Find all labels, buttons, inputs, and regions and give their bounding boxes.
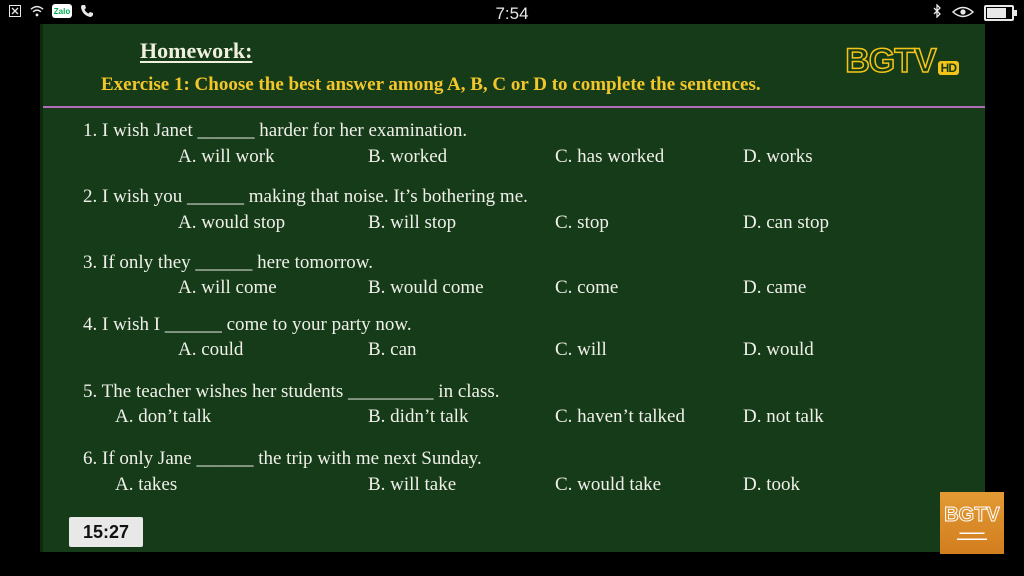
option-d: D. can stop (743, 212, 830, 233)
battery-icon (984, 5, 1014, 21)
question-text-before: 4. I wish I (83, 314, 165, 335)
status-bar-right (932, 4, 1014, 21)
question-text-after: come to your party now. (221, 314, 412, 335)
question-text-after: here tomorrow. (252, 252, 374, 273)
question-text-after: the trip with me next Sunday. (253, 448, 482, 469)
homework-board (40, 24, 985, 552)
question-text-before: 3. If only they (83, 252, 196, 273)
bgtv-logo (845, 42, 959, 81)
option-a: A. takes (115, 474, 178, 495)
answer-blank: _________ (348, 381, 434, 402)
answer-blank: ______ (186, 186, 244, 207)
option-a: A. could (178, 339, 244, 360)
bgtv-corner-logo (940, 492, 1004, 554)
option-d: D. would (743, 339, 814, 360)
corner-logo-tagline: ▬▬▬▬▬ ▬▬▬▬▬▬ (957, 530, 987, 542)
option-c: C. haven’t talked (555, 406, 685, 427)
option-c: C. come (555, 277, 619, 298)
question-6 (83, 448, 482, 470)
question-text-before: 6. If only Jane (83, 448, 197, 469)
option-b: B. can (368, 339, 417, 360)
option-b: B. will stop (368, 212, 457, 233)
question-text-before: 2. I wish you (83, 186, 187, 207)
option-c: C. stop (555, 212, 609, 233)
option-b: B. worked (368, 146, 448, 167)
option-c: C. has worked (555, 146, 665, 167)
option-b: B. will take (368, 474, 457, 495)
answer-blank: ______ (195, 252, 253, 273)
hd-badge: HD (938, 61, 959, 75)
question-5 (83, 381, 500, 403)
option-d: D. works (743, 146, 813, 167)
option-c: C. would take (555, 474, 662, 495)
option-d: D. not talk (743, 406, 824, 427)
option-c: C. will (555, 339, 607, 360)
zalo-icon: Zalo (52, 4, 72, 18)
question-text-before: 5. The teacher wishes her students (83, 381, 349, 402)
question-2 (83, 186, 528, 208)
question-1 (83, 120, 467, 142)
question-3 (83, 252, 373, 274)
question-text-before: 1. I wish Janet (83, 120, 198, 141)
exercise-instruction: Exercise 1: Choose the best answer among A, B, C or D to complete the sentences. (101, 74, 761, 95)
option-a: A. don’t talk (115, 406, 212, 427)
option-d: D. took (743, 474, 800, 495)
option-b: B. didn’t talk (368, 406, 469, 427)
video-timer: 15:27 (69, 517, 143, 547)
eye-icon (952, 5, 974, 21)
divider (43, 106, 985, 108)
answer-blank: ______ (164, 314, 222, 335)
option-a: A. will come (178, 277, 277, 298)
option-a: A. would stop (178, 212, 286, 233)
question-text-after: harder for her examination. (254, 120, 468, 141)
answer-blank: ______ (196, 448, 254, 469)
bluetooth-icon (932, 4, 942, 21)
bgtv-logo-text: BGTV (845, 42, 936, 80)
option-a: A. will work (178, 146, 275, 167)
answer-blank: ______ (197, 120, 255, 141)
question-4 (83, 314, 412, 336)
option-b: B. would come (368, 277, 484, 298)
option-d: D. came (743, 277, 807, 298)
question-text-after: in class. (433, 381, 500, 402)
status-bar (0, 0, 1024, 26)
corner-logo-text: BGTV (944, 504, 1000, 526)
question-text-after: making that noise. It’s bothering me. (243, 186, 528, 207)
homework-title: Homework: (140, 38, 253, 63)
status-time: 7:54 (495, 4, 529, 23)
